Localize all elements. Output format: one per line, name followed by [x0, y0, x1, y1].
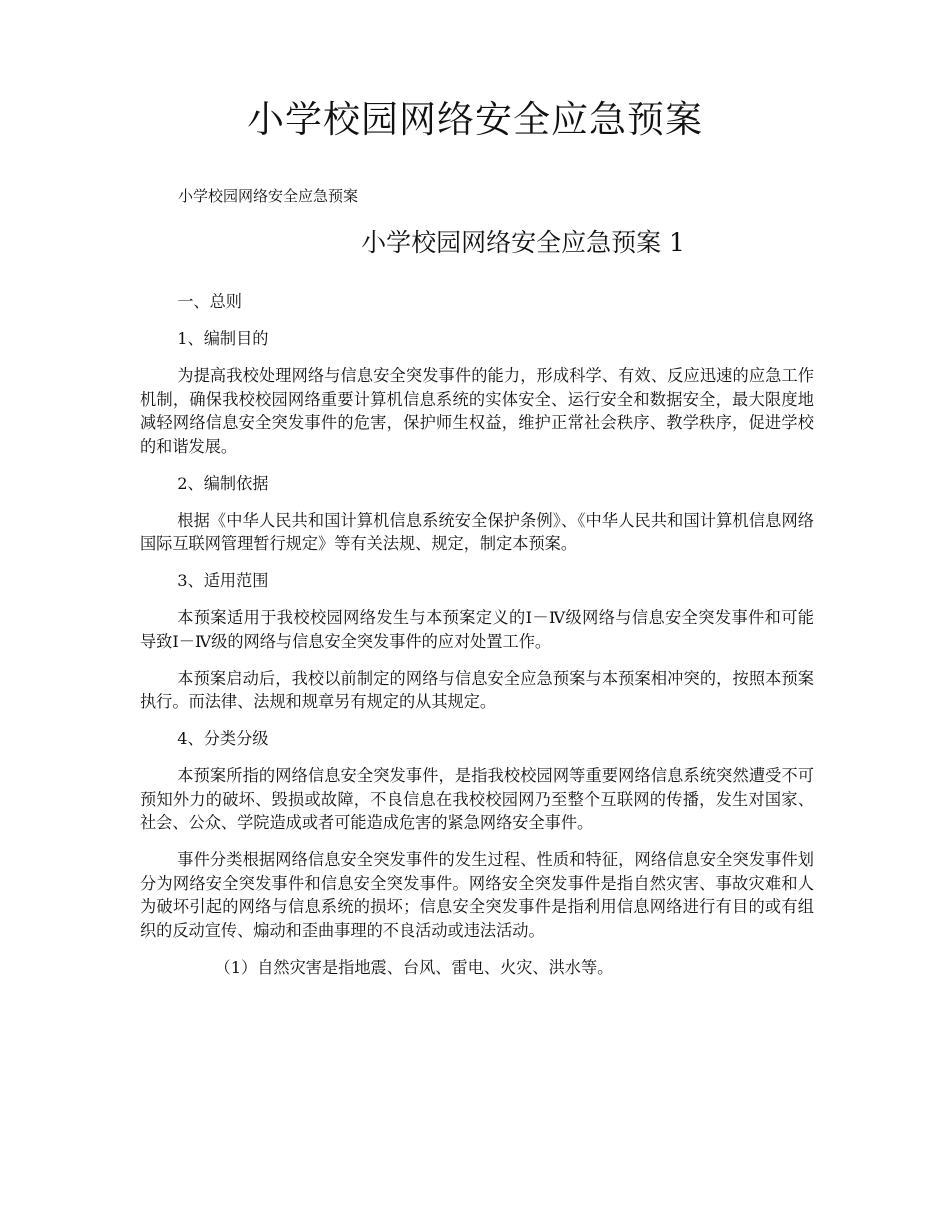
- paragraph-scope-2: 本预案启动后，我校以前制定的网络与信息安全应急预案与本预案相冲突的，按照本预案执行。而法律、法规和规章另有规定的从其规定。: [140, 668, 814, 711]
- document-body: [140, 290, 814, 993]
- section-title-purpose: 1、编制目的: [177, 329, 269, 348]
- document-title: 小学校园网络安全应急预案: [247, 98, 703, 141]
- section-title-basis: 2、编制依据: [177, 473, 269, 493]
- document-subtitle: 小学校园网络安全应急预案: [178, 187, 359, 205]
- paragraph-scope: 本预案适用于我校校园网络发生与本预案定义的Ⅰ－Ⅳ级网络与信息安全突发事件和可能导致Ⅰ－Ⅳ级的网络与信息安全突发事件的应对处置工作。: [140, 608, 814, 651]
- paragraph-basis: 根据《中华人民共和国计算机信息系统安全保护条例》、《中华人民共和国计算机信息网络国际互联网管理暂行规定》等有关法规、规定，制定本预案。: [140, 510, 814, 553]
- section-heading: 小学校园网络安全应急预案 1: [361, 228, 685, 257]
- paragraph-classification-2: 事件分类根据网络信息安全突发事件的发生过程、性质和特征，网络信息安全突发事件划分为网络安全突发事件和信息安全突发事件。网络安全突发事件是指自然灾害、事故灾难和人为破坏引起的网络与信息系统的损坏；信息安全突发事件是指利用信息网络进行有目的或有组织的反动宣传、煽动和歪曲事理的不良活动或违法活动。: [140, 850, 814, 940]
- section-title-general: 一、总则: [177, 292, 242, 311]
- section-title-scope: 3、适用范围: [177, 571, 269, 590]
- paragraph-classification: 本预案所指的网络信息安全突发事件，是指我校校园网等重要网络信息系统突然遭受不可预知外力的破坏、毁损或故障，不良信息在我校校园网乃至整个互联网的传播，发生对国家、社会、公众、学院造成或者可能造成危害的紧急网络安全事件。: [140, 766, 814, 832]
- section-title-classification: 4、分类分级: [177, 729, 269, 748]
- list-item-natural-disaster: （1）自然灾害是指地震、台风、雷电、火灾、洪水等。: [214, 957, 614, 977]
- paragraph-purpose: 为提高我校处理网络与信息安全突发事件的能力，形成科学、有效、反应迅速的应急工作机制，确保我校校园网络重要计算机信息系统的实体安全、运行安全和数据安全，最大限度地减轻网络信息安全突发事件的危害，保护师生权益，维护正常社会秩序、教学秩序，促进学校的和谐发展。: [140, 366, 814, 456]
